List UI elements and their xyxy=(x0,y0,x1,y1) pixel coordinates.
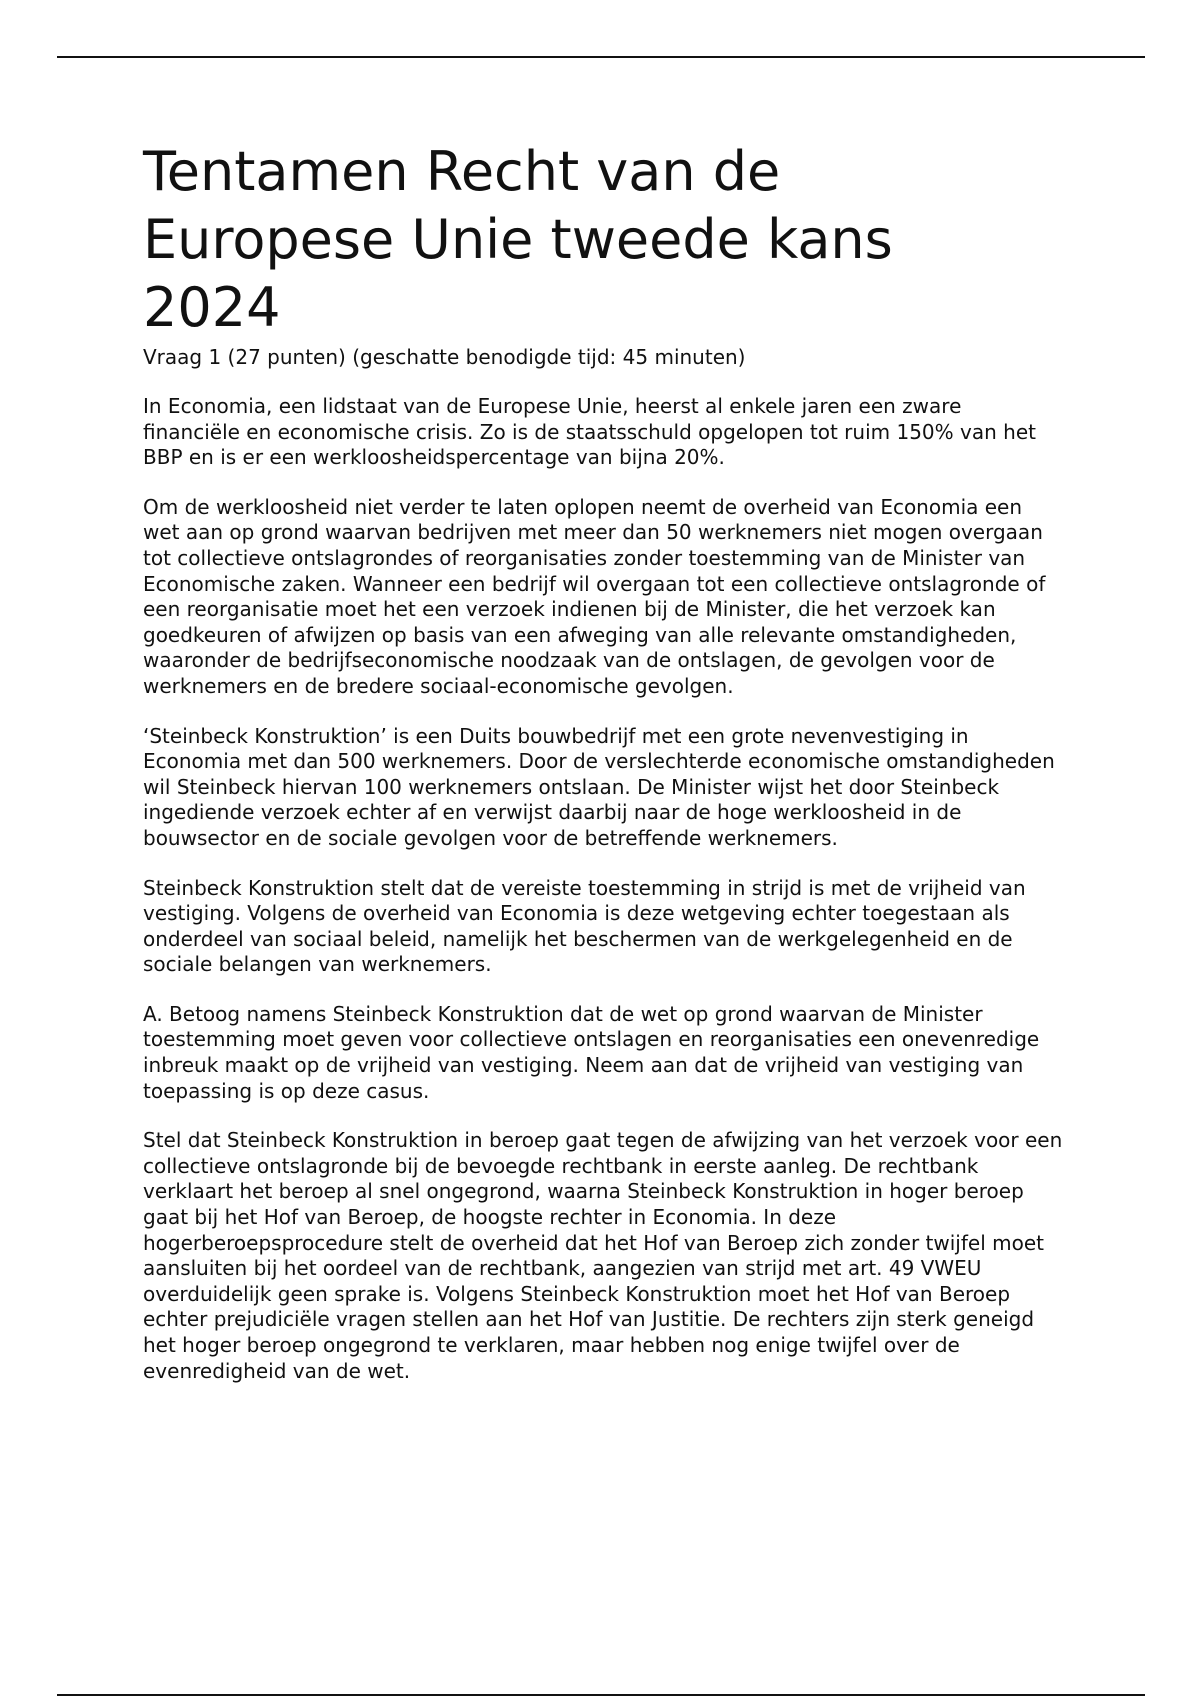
question-a: A. Betoog namens Steinbeck Konstruktion dat de wet op grond waarvan de Minister toestemming moet geven voor collectieve ontslagen en reorganisaties een onevenredige inbreuk maakt op de vrijheid van vestiging. Neem aan dat de vrijheid van vestiging van toepassing is op deze casus. xyxy=(143,1001,1040,1103)
bottom-rule xyxy=(57,1694,1145,1696)
document-body xyxy=(143,138,1063,1384)
top-rule xyxy=(57,56,1145,58)
paragraph-appeal: Stel dat Steinbeck Konstruktion in beroep gaat tegen de afwijzing van het verzoek voor een collectieve ontslagronde bij de bevoegde rechtbank in eerste aanleg. De rechtbank verklaart het beroep al snel ongegrond, waarna Steinbeck Konstruktion in hoger beroep gaat bij het Hof van Beroep, de hoogste rechter in Economia. In deze hogerberoepsprocedure stelt de overheid dat het Hof van Beroep zich zonder twijfel moet aansluiten bij het oordeel van de rechtbank, aangezien van strijd met art. 49 VWEU overduidelijk geen sprake is. Volgens Steinbeck Konstruktion moet het Hof van Beroep echter prejudiciële vragen stellen aan het Hof van Justitie. De rechters zijn sterk geneigd het hoger beroep ongegrond te verklaren, maar hebben nog enige twijfel over de evenredigheid van de wet. xyxy=(143,1128,1063,1383)
paragraph-crisis: In Economia, een lidstaat van de Europese Unie, heerst al enkele jaren een zware financiële en economische crisis. Zo is de staatsschuld opgelopen tot ruim 150% van het BBP en is er een werkloosheidspercentage van bijna 20%. xyxy=(143,394,1036,470)
paragraph-law: Om de werkloosheid niet verder te laten oplopen neemt de overheid van Economia een wet aan op grond waarvan bedrijven met meer dan 50 werknemers niet mogen overgaan tot collectieve ontslagrondes of reorganisaties zonder toestemming van de Minister van Economische zaken. Wanneer een bedrijf wil overgaan tot een collectieve ontslagronde of een reorganisatie moet het een verzoek indienen bij de Minister, die het verzoek kan goedkeuren of afwijzen op basis van een afweging van alle relevante omstandigheden, waaronder de bedrijfseconomische noodzaak van de ontslagen, de gevolgen voor de werknemers en de bredere sociaal-economische gevolgen. xyxy=(143,494,1046,698)
paragraph-dispute: Steinbeck Konstruktion stelt dat de vereiste toestemming in strijd is met de vrijheid van vestiging. Volgens de overheid van Economia is deze wetgeving echter toegestaan als onderdeel van sociaal beleid, namelijk het beschermen van de werkgelegenheid en de sociale belangen van werknemers. xyxy=(143,875,1026,977)
question-header: Vraag 1 (27 punten) (geschatte benodigde tijd: 45 minuten) xyxy=(143,345,746,369)
paragraph-steinbeck: ‘Steinbeck Konstruktion’ is een Duits bouwbedrijf met een grote nevenvestiging in Economia met dan 500 werknemers. Door de verslechterde economische omstandigheden wil Steinbeck hiervan 100 werknemers ontslaan. De Minister wijst het door Steinbeck ingediende verzoek echter af en verwijst daarbij naar de hoge werkloosheid in de bouwsector en de sociale gevolgen voor de betreffende werknemers. xyxy=(143,723,1055,850)
document-title: Tentamen Recht van de Europese Unie tweede kans 2024 xyxy=(143,140,893,339)
